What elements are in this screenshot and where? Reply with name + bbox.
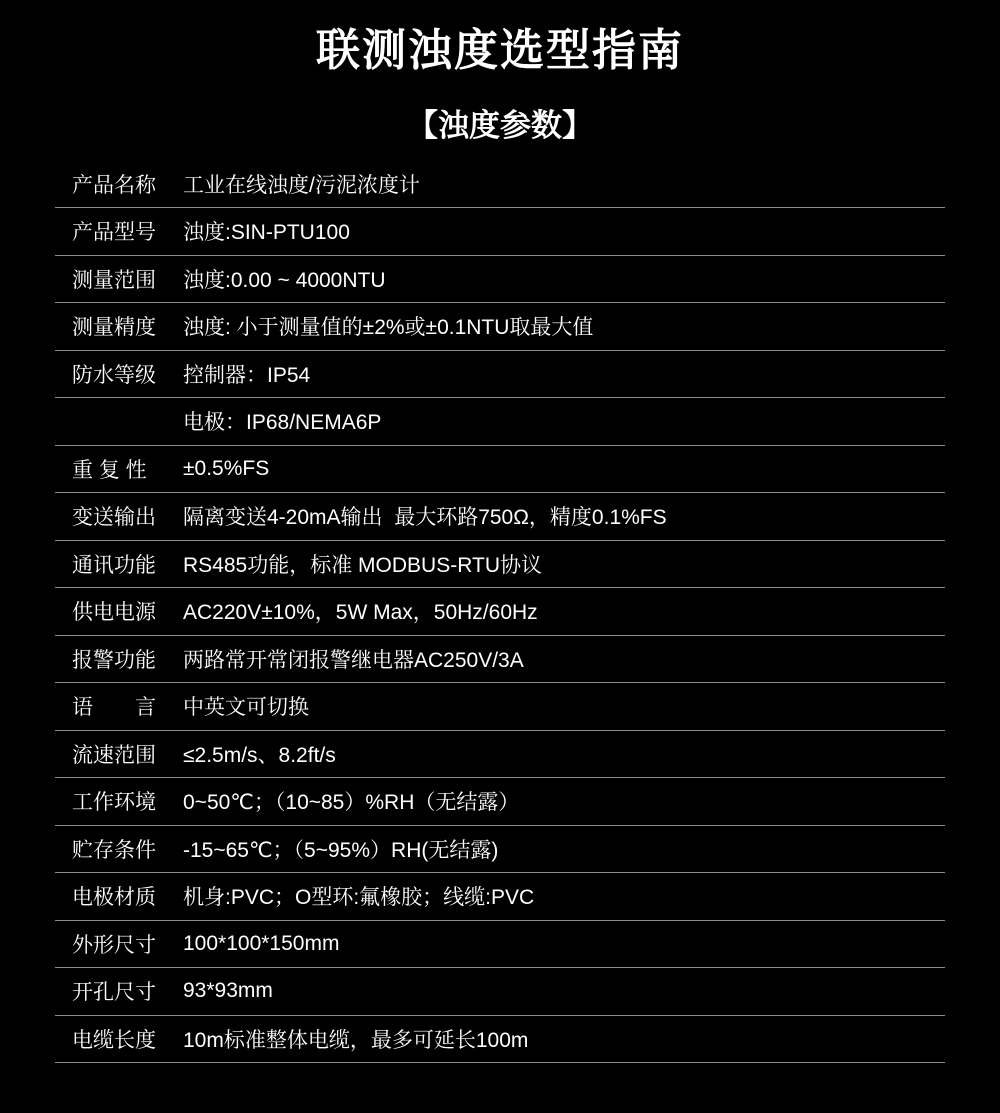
- row-value: 浊度:SIN-PTU100: [183, 221, 350, 245]
- table-row: [55, 968, 945, 1016]
- row-label: 电极材质: [72, 886, 156, 910]
- row-label: 开孔尺寸: [72, 981, 156, 1005]
- row-label: 测量精度: [72, 316, 156, 340]
- row-value: ≤2.5m/s、8.2ft/s: [183, 743, 336, 767]
- row-value: 10m标准整体电缆，最多可延长100m: [183, 1028, 529, 1052]
- row-label: 外形尺寸: [72, 933, 156, 957]
- row-value: AC220V±10%，5W Max，50Hz/60Hz: [183, 601, 538, 625]
- row-label: 语 言: [72, 696, 156, 720]
- table-row: [55, 921, 945, 969]
- table-row: [55, 446, 945, 494]
- row-label: 重 复 性: [72, 458, 147, 482]
- row-label: 变送输出: [72, 506, 156, 530]
- row-label: 产品名称: [72, 173, 156, 197]
- table-row: [55, 208, 945, 256]
- row-value: 控制器：IP54: [183, 363, 311, 387]
- row-label: 电缆长度: [72, 1028, 156, 1052]
- row-value: -15~65℃；（5~95%）RH(无结露): [183, 838, 499, 862]
- row-label: 测量范围: [72, 268, 156, 292]
- row-value: ±0.5%FS: [183, 456, 270, 480]
- row-value: RS485功能，标准 MODBUS-RTU协议: [183, 553, 542, 577]
- table-row: [55, 778, 945, 826]
- row-label: 工作环境: [72, 791, 156, 815]
- row-value: 93*93mm: [183, 979, 273, 1003]
- table-row: [55, 161, 945, 209]
- row-label: 流速范围: [72, 743, 156, 767]
- table-row: [55, 588, 945, 636]
- table-row: [55, 873, 945, 921]
- row-label: 贮存条件: [72, 838, 156, 862]
- row-value: 机身:PVC；O型环:氟橡胶；线缆:PVC: [183, 886, 535, 910]
- row-value: 两路常开常闭报警继电器AC250V/3A: [183, 648, 524, 672]
- page-title: 联测浊度选型指南: [316, 26, 684, 75]
- table-row: [55, 256, 945, 304]
- row-label: 供电电源: [72, 601, 156, 625]
- row-value: 浊度: 小于测量值的±2%或±0.1NTU取最大值: [183, 316, 594, 340]
- table-row: [55, 303, 945, 351]
- row-value: 100*100*150mm: [183, 931, 340, 955]
- row-value: 浊度:0.00 ~ 4000NTU: [183, 268, 386, 292]
- table-row: [55, 826, 945, 874]
- spec-table: [55, 161, 945, 1064]
- row-value: 工业在线浊度/污泥浓度计: [183, 173, 420, 197]
- table-row: [55, 351, 945, 399]
- table-row: [55, 398, 945, 446]
- section-subtitle: 【浊度参数】: [407, 107, 593, 143]
- row-label: 通讯功能: [72, 553, 156, 577]
- row-value: 隔离变送4-20mA输出 最大环路750Ω，精度0.1%FS: [183, 506, 667, 530]
- table-row: [55, 1016, 945, 1064]
- row-value: 中英文可切换: [183, 696, 309, 720]
- row-label: 防水等级: [72, 363, 156, 387]
- row-value: 电极：IP68/NEMA6P: [183, 411, 382, 435]
- table-row: [55, 493, 945, 541]
- row-label: 产品型号: [72, 221, 156, 245]
- row-label: 报警功能: [72, 648, 156, 672]
- table-row: [55, 683, 945, 731]
- row-value: 0~50℃；（10~85）%RH（无结露）: [183, 791, 520, 815]
- table-row: [55, 541, 945, 589]
- table-row: [55, 731, 945, 779]
- table-row: [55, 636, 945, 684]
